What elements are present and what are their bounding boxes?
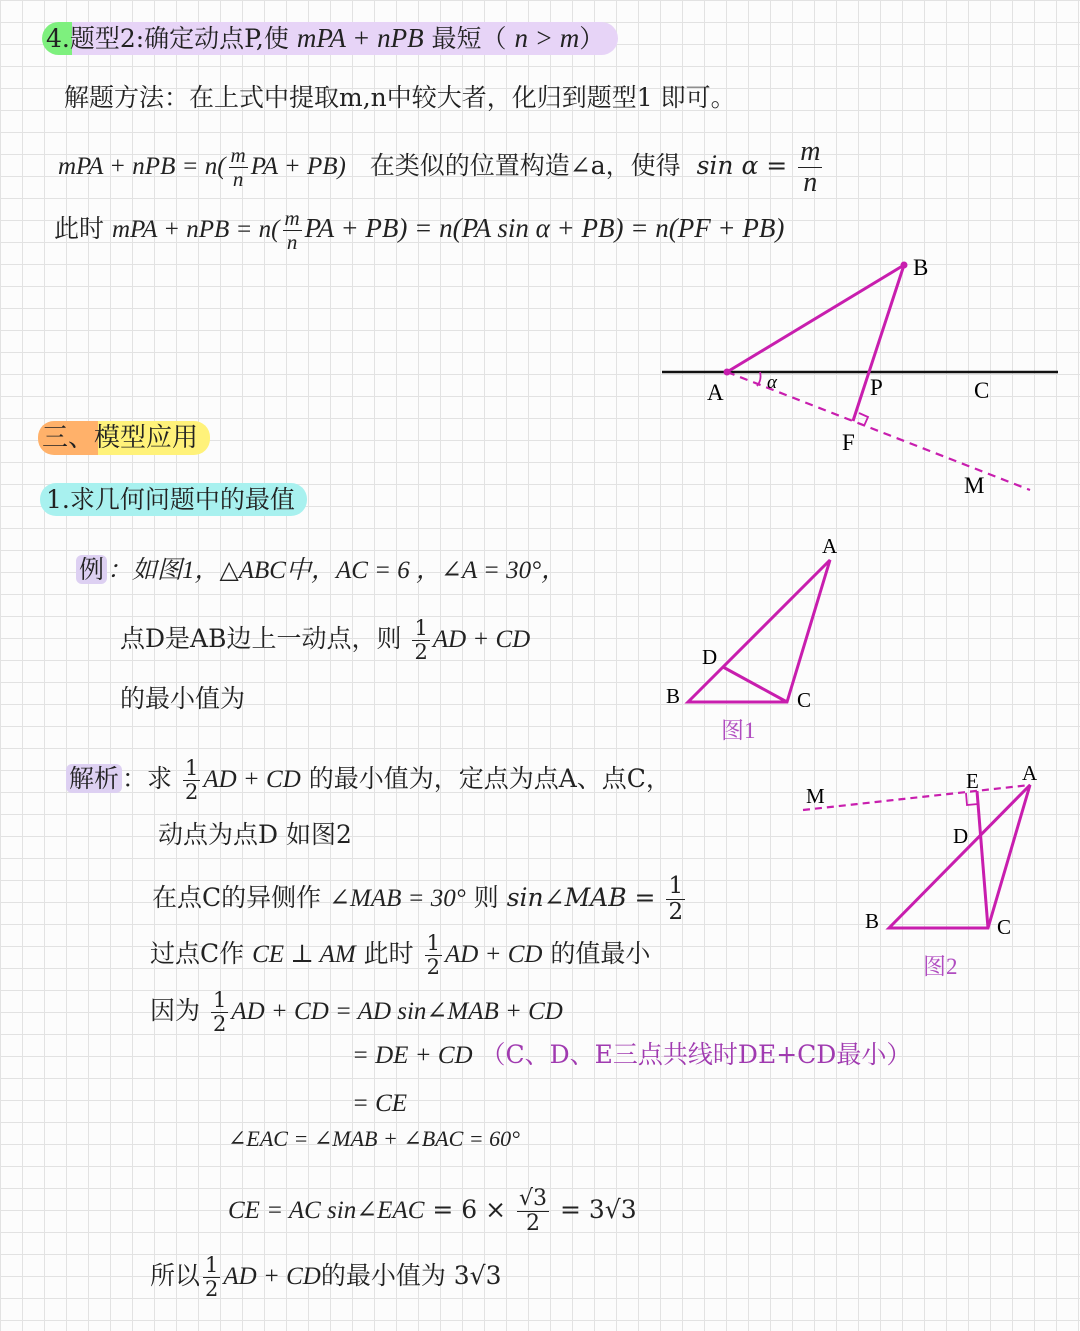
example-line3-text: 的最小值为 bbox=[120, 684, 246, 713]
sub1-heading bbox=[40, 485, 307, 515]
label-c: C bbox=[974, 378, 990, 403]
solution-line-10 bbox=[150, 1255, 502, 1300]
topic4-suffix: 最短 bbox=[431, 24, 482, 53]
solution-l9-frac: $\frac{√3}{2}$ bbox=[519, 1186, 548, 1236]
sub1-title: 1.求几何问题中的最值 bbox=[40, 483, 307, 516]
figure-1 bbox=[655, 530, 855, 750]
solution-l1-half: $\frac{1}{2}$ bbox=[184, 756, 199, 804]
fig1-caption: 图1 bbox=[721, 718, 756, 743]
method-text: 解题方法：在上式中提取m,n中较大者，化归到题型1 即可。 bbox=[64, 83, 736, 112]
point-b bbox=[901, 262, 908, 269]
solution-l1-suffix: 的最小值为，定点为点A、点C， bbox=[308, 764, 671, 793]
l1-frac2: $\frac{m}{n}$ bbox=[800, 136, 821, 198]
section3-title: 三、模型应用 bbox=[38, 421, 210, 455]
solution-l4-half: $\frac{1}{2}$ bbox=[426, 931, 440, 979]
method-line bbox=[64, 83, 736, 113]
solution-l4-expr2: AD + CD bbox=[445, 941, 543, 968]
solution-line-3 bbox=[152, 875, 688, 924]
example-line2-expr: AD + CD bbox=[432, 626, 531, 653]
section3-heading bbox=[38, 423, 210, 454]
label-a: A bbox=[707, 380, 724, 405]
topic4-label: 4.题型2:确定动点P,使 bbox=[46, 24, 289, 53]
l1-mid: 在类似的位置构造∠a，使得 bbox=[369, 151, 681, 180]
solution-l4-expr: CE ⊥ AM bbox=[252, 941, 356, 968]
label-m: M bbox=[964, 473, 985, 498]
l2-prefix: 此时 bbox=[54, 214, 105, 243]
example-label: 例 bbox=[76, 555, 107, 584]
solution-l5-prefix: 因为 bbox=[150, 996, 201, 1025]
l1-frac: $\frac{m}{n}$ bbox=[230, 143, 246, 191]
figure-top bbox=[650, 250, 1070, 500]
example-line1-text: ：如图1，△ABC中，AC = 6 ，∠A = 30°， bbox=[107, 557, 567, 584]
label-f: F bbox=[842, 430, 855, 455]
segment-ab bbox=[727, 265, 904, 372]
topic4-cond: n > m bbox=[514, 23, 580, 53]
dashed-am bbox=[803, 785, 1030, 810]
solution-line-7 bbox=[352, 1088, 407, 1119]
fig2-label-c: C bbox=[997, 915, 1012, 939]
solution-l9-mid: = 6 × bbox=[432, 1195, 507, 1224]
triangle-abc bbox=[688, 560, 830, 702]
solution-l10-suffix: 的最小值为 3√3 bbox=[320, 1261, 502, 1290]
solution-l3-prefix: 在点C的异侧作 bbox=[152, 883, 322, 912]
solution-l10-prefix: 所以 bbox=[150, 1261, 201, 1290]
example-line-2 bbox=[120, 618, 530, 663]
fig2-label-e: E bbox=[966, 769, 979, 793]
solution-l6-note: （C、D、E三点共线时DE+CD最小） bbox=[480, 1040, 912, 1069]
solution-l1-prefix: ：求 bbox=[122, 764, 173, 793]
label-p: P bbox=[870, 375, 883, 400]
topic4-heading bbox=[42, 22, 618, 54]
solution-l5-expr: AD + CD = AD sin∠MAB + CD bbox=[231, 998, 563, 1025]
solution-l3-sin: sin∠MAB = bbox=[506, 883, 656, 912]
solution-l2-text: 动点为点D 如图2 bbox=[158, 820, 352, 849]
solution-l10-expr: AD + CD bbox=[223, 1263, 321, 1290]
solution-l4-mid: 此时 bbox=[363, 939, 414, 968]
label-b: B bbox=[913, 255, 929, 280]
l1-sin: sin α = bbox=[696, 151, 788, 180]
fig1-label-a: A bbox=[822, 534, 838, 558]
example-line-3 bbox=[120, 684, 245, 714]
segment-ec bbox=[977, 791, 988, 928]
solution-line-6 bbox=[352, 1040, 911, 1071]
solution-l5-half: $\frac{1}{2}$ bbox=[212, 988, 227, 1036]
l1-lhs: mPA + nPB = n( bbox=[58, 153, 226, 180]
solution-l7-expr: = CE bbox=[352, 1090, 408, 1117]
fig1-label-d: D bbox=[702, 645, 718, 669]
fig2-label-d: D bbox=[953, 824, 969, 848]
solution-l3-expr: ∠MAB = 30° bbox=[329, 885, 466, 912]
l1-rhs: PA + PB) bbox=[250, 153, 346, 180]
fig2-label-b: B bbox=[865, 909, 880, 933]
formula-line-2 bbox=[54, 208, 784, 253]
triangle-abc bbox=[889, 785, 1030, 928]
solution-line-8 bbox=[228, 1126, 520, 1153]
fig2-label-m: M bbox=[806, 784, 825, 808]
solution-l4-prefix: 过点C作 bbox=[150, 939, 245, 968]
solution-l3-then: 则 bbox=[473, 883, 499, 912]
solution-label: 解析 bbox=[66, 764, 122, 793]
solution-l8-expr: ∠EAC = ∠MAB + ∠BAC = 60° bbox=[228, 1126, 520, 1151]
solution-line-5 bbox=[150, 990, 563, 1035]
label-alpha: α bbox=[767, 372, 777, 393]
solution-line-1 bbox=[66, 758, 671, 803]
example-line-1 bbox=[76, 555, 566, 586]
formula-line-1 bbox=[58, 138, 825, 197]
example-line2-prefix: 点D是AB边上一动点，则 bbox=[120, 624, 402, 653]
figure-2 bbox=[795, 760, 1055, 990]
solution-line-4 bbox=[150, 933, 650, 978]
solution-l9-expr: CE = AC sin∠EAC bbox=[228, 1197, 425, 1224]
topic4-expr: mPA + nPB bbox=[296, 23, 424, 53]
segment-dc bbox=[723, 667, 787, 702]
solution-l10-half: $\frac{1}{2}$ bbox=[205, 1253, 219, 1301]
solution-line-9 bbox=[228, 1188, 637, 1235]
solution-l4-suffix: 的值最小 bbox=[550, 939, 651, 968]
l2-rhs: PA + PB) = n(PA sin α + PB) = n(PF + PB) bbox=[304, 213, 785, 243]
solution-line-2 bbox=[158, 820, 352, 850]
l2-frac: $\frac{m}{n}$ bbox=[284, 206, 300, 254]
l2-lhs: mPA + nPB = n( bbox=[111, 216, 280, 243]
topic4-highlight: 4.题型2:确定动点P,使 mPA + nPB 最短（ n > m） bbox=[42, 22, 618, 55]
fig2-label-a: A bbox=[1022, 761, 1038, 785]
point-a bbox=[724, 369, 731, 376]
solution-l9-result: = 3√3 bbox=[559, 1195, 637, 1224]
solution-l6-expr: = DE + CD bbox=[352, 1042, 473, 1069]
fig1-label-c: C bbox=[797, 688, 812, 712]
fig1-label-b: B bbox=[666, 684, 681, 708]
solution-l3-half: $\frac{1}{2}$ bbox=[668, 873, 684, 925]
fig2-caption: 图2 bbox=[923, 954, 958, 979]
solution-l1-expr: AD + CD bbox=[203, 766, 301, 793]
example-half: $\frac{1}{2}$ bbox=[414, 616, 428, 664]
